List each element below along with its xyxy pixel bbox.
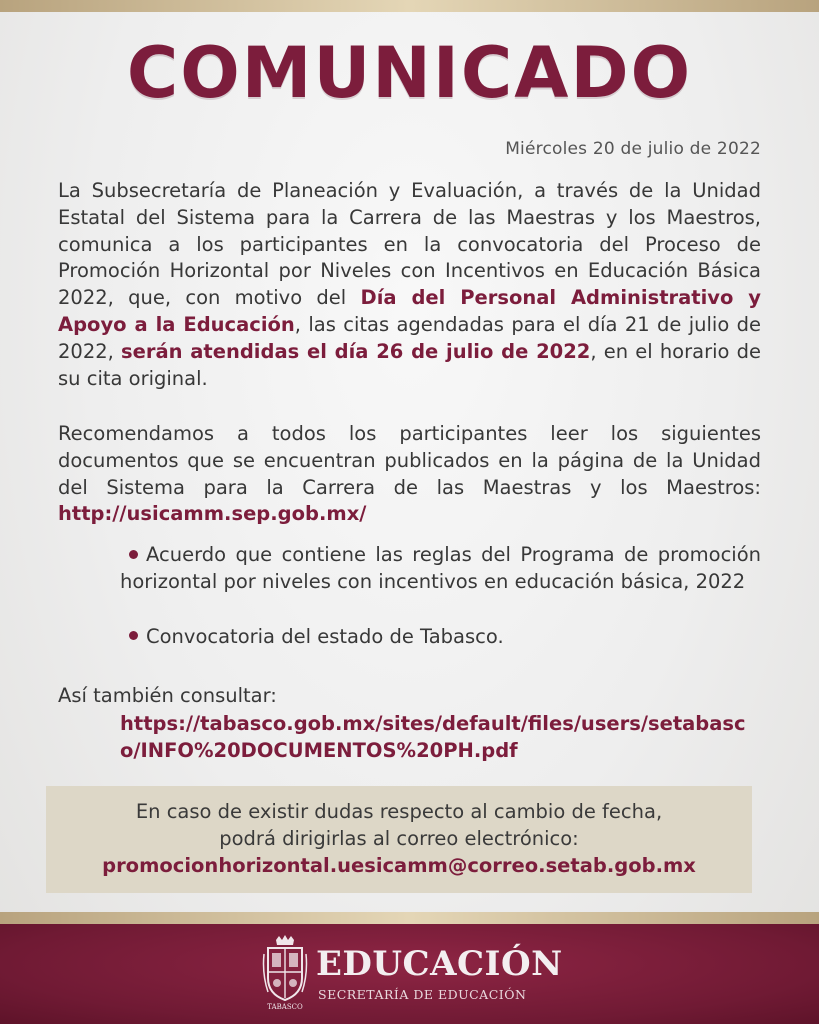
- date-text: Miércoles 20 de julio de 2022: [505, 139, 761, 159]
- contact-text: En caso de existir dudas respecto al cambio de fecha,: [135, 800, 663, 823]
- also-consult-label: Así también consultar:: [58, 684, 277, 707]
- paragraph-text: La Subsecretaría de Planeación y Evaluación, a través de la Unidad Estatal del Sistema para la Carrera de las Maestras y los Maestros, comunica a los participantes en la convocatoria del Proceso de Promoción Horizontal por Niveles con Incentivos en Educación Básica 2022, que, con motivo del: [58, 179, 761, 310]
- brand-name: EDUCACIÓN: [316, 944, 563, 984]
- footer: [0, 924, 819, 1024]
- main-paragraph: [58, 178, 761, 392]
- paragraph-text: Recomendamos a todos los participantes leer los siguientes documentos que se encuentran publicados en la página de la Unidad del Sistema para la Carrera de las Maestras y los Maestros:: [58, 422, 761, 499]
- contact-text: podrá dirigirlas al correo electrónico:: [219, 827, 579, 850]
- brand-subtitle: SECRETARÍA DE EDUCACIÓN: [318, 987, 527, 1002]
- contact-box: [46, 786, 752, 893]
- list-item-text: Convocatoria del estado de Tabasco.: [146, 624, 504, 648]
- bullet-icon: [129, 631, 138, 640]
- recommend-paragraph: [58, 421, 761, 528]
- list-item: [120, 542, 761, 596]
- usicamm-link[interactable]: http://usicamm.sep.gob.mx/: [58, 502, 367, 526]
- list-item-text: Acuerdo que contiene las reglas del Programa de promoción horizontal por niveles con incentivos en educación básica, 2022: [120, 543, 761, 593]
- paragraph-text: , las citas agendadas para el día 21 de julio de 2022,: [58, 312, 761, 363]
- bullet-icon: [129, 550, 138, 559]
- highlight-event: Día del Personal Administrativo y Apoyo a la Educación: [58, 286, 762, 336]
- list-item: [120, 624, 761, 651]
- bottom-gold-bar: [0, 912, 819, 924]
- paragraph-text: , en el horario de su cita original.: [58, 339, 761, 390]
- document-list: [120, 542, 761, 650]
- contact-email-link[interactable]: promocionhorizontal.uesicamm@correo.setab.gob.mx: [102, 854, 696, 877]
- svg-text:TABASCO: TABASCO: [267, 1003, 303, 1010]
- page-title: COMUNICADO: [126, 32, 693, 114]
- pdf-link[interactable]: https://tabasco.gob.mx/sites/default/files/users/setabasco/INFO%20DOCUMENTOS%20PH.pdf: [120, 712, 746, 762]
- highlight-new-date: serán atendidas el día 26 de julio de 2022: [121, 339, 591, 363]
- tabasco-seal-icon: [262, 934, 308, 1010]
- top-gold-bar: [0, 0, 819, 12]
